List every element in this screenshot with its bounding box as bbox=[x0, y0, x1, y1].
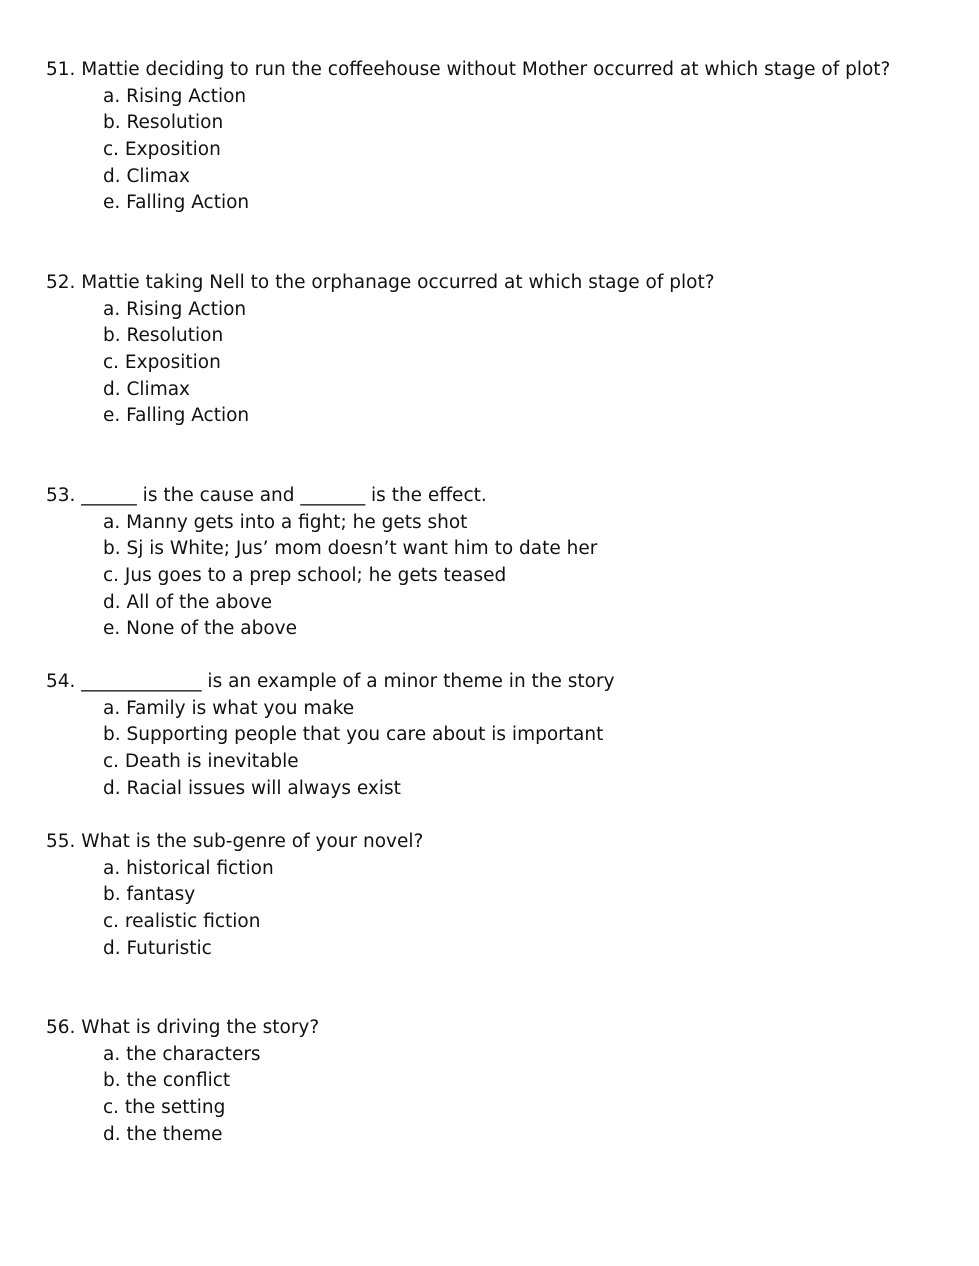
answer-option: b. Supporting people that you care about is important bbox=[103, 724, 604, 746]
answer-option: c. Jus goes to a prep school; he gets teased bbox=[103, 565, 507, 587]
answer-option: e. Falling Action bbox=[103, 192, 250, 214]
answer-option: a. Rising Action bbox=[103, 85, 247, 107]
answer-options bbox=[46, 856, 946, 963]
question-text: 52. Mattie taking Nell to the orphanage occurred at which stage of plot? bbox=[46, 272, 715, 293]
answer-options bbox=[46, 84, 946, 217]
answer-options bbox=[46, 297, 946, 430]
answer-option: e. None of the above bbox=[103, 618, 297, 640]
answer-option: d. Futuristic bbox=[103, 937, 212, 959]
answer-option: d. the theme bbox=[103, 1123, 223, 1145]
question-text: 56. What is driving the story? bbox=[46, 1017, 320, 1038]
answer-option: b. Resolution bbox=[103, 325, 224, 347]
answer-option: b. Resolution bbox=[103, 112, 224, 134]
answer-options bbox=[46, 510, 946, 643]
answer-option: a. Family is what you make bbox=[103, 697, 355, 719]
answer-option: c. realistic fiction bbox=[103, 911, 261, 933]
answer-option: a. Rising Action bbox=[103, 298, 247, 320]
question-51 bbox=[46, 57, 946, 217]
question-text: 55. What is the sub-genre of your novel? bbox=[46, 831, 424, 852]
answer-option: a. Manny gets into a fight; he gets shot bbox=[103, 511, 468, 533]
question-text: 54. _____________ is an example of a minor theme in the story bbox=[46, 671, 615, 692]
answer-option: d. Climax bbox=[103, 378, 191, 400]
question-54 bbox=[46, 669, 946, 802]
question-text: 51. Mattie deciding to run the coffeehouse without Mother occurred at which stage of plot? bbox=[46, 59, 891, 80]
question-55 bbox=[46, 829, 946, 962]
answer-option: b. Sj is White; Jus’ mom doesn’t want him to date her bbox=[103, 538, 598, 560]
answer-option: d. Racial issues will always exist bbox=[103, 777, 401, 799]
answer-option: c. Death is inevitable bbox=[103, 751, 299, 773]
question-56 bbox=[46, 1015, 946, 1148]
answer-option: c. Exposition bbox=[103, 352, 221, 374]
answer-option: e. Falling Action bbox=[103, 405, 250, 427]
answer-option: a. historical fiction bbox=[103, 857, 274, 879]
answer-option: c. the setting bbox=[103, 1097, 226, 1119]
question-text: 53. ______ is the cause and _______ is the effect. bbox=[46, 485, 487, 506]
question-52 bbox=[46, 270, 946, 430]
question-53 bbox=[46, 483, 946, 643]
answer-option: d. All of the above bbox=[103, 591, 273, 613]
answer-options bbox=[46, 696, 946, 803]
answer-option: c. Exposition bbox=[103, 139, 221, 161]
answer-option: d. Climax bbox=[103, 165, 191, 187]
answer-option: b. the conflict bbox=[103, 1070, 231, 1092]
answer-option: b. fantasy bbox=[103, 884, 196, 906]
answer-options bbox=[46, 1042, 946, 1149]
answer-option: a. the characters bbox=[103, 1043, 261, 1065]
